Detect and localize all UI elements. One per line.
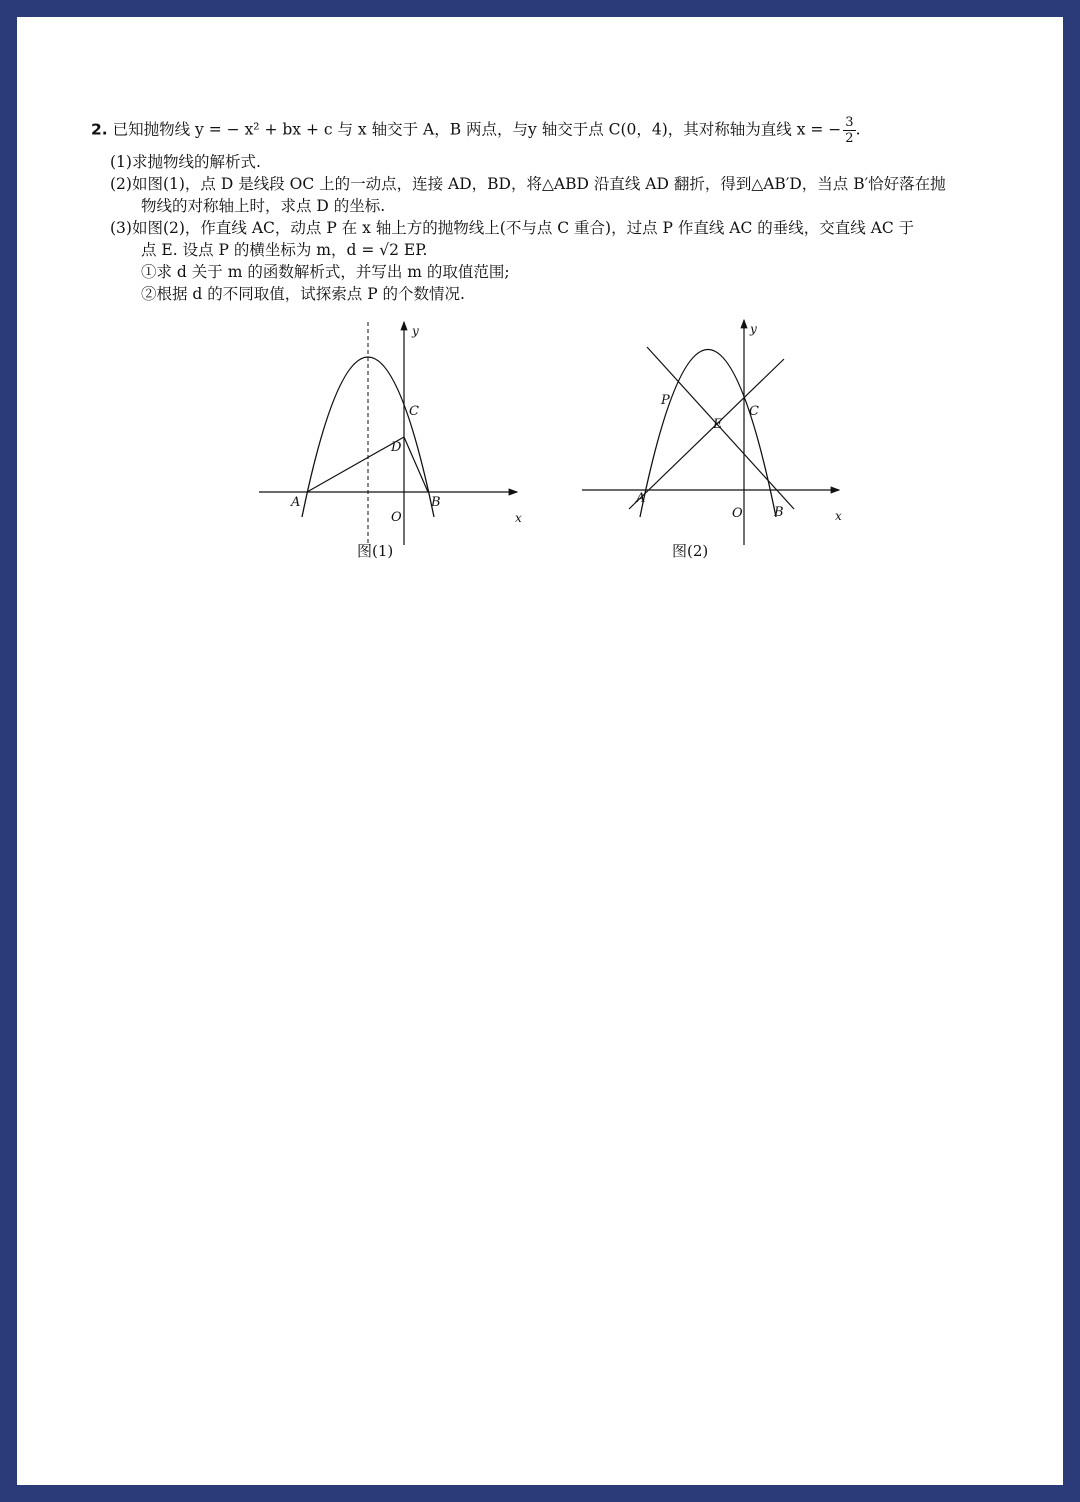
problem-number: 2.	[91, 120, 108, 139]
worksheet-page	[17, 17, 1063, 1485]
label-C: C	[409, 404, 419, 419]
figure-2-caption: 图(2)	[672, 542, 709, 560]
label-C: C	[749, 404, 759, 419]
part-2-line-1: (2)如图(1)，点 D 是线段 OC 上的一动点，连接 AD，BD，将△ABD 沿直线 AD 翻折，得到△AB′D，当点 B′恰好落在抛	[110, 175, 946, 193]
part-1: (1)求抛物线的解析式.	[110, 153, 261, 171]
problem-stem	[91, 115, 861, 146]
figure-1-caption: 图(1)	[357, 542, 394, 560]
stem-fraction	[843, 115, 855, 146]
figure-1	[247, 307, 547, 567]
label-D: D	[391, 440, 402, 455]
label-P: P	[661, 393, 670, 408]
part-3-line-1: (3)如图(2)，作直线 AC，动点 P 在 x 轴上方的抛物线上(不与点 C 重合)，过点 P 作直线 AC 的垂线，交直线 AC 于	[110, 219, 915, 237]
line-AC	[629, 359, 784, 509]
label-B: B	[774, 505, 784, 520]
label-B: B	[431, 495, 441, 510]
label-y: y	[412, 324, 419, 338]
part-3-line-2: 点 E. 设点 P 的横坐标为 m，d = √2 EP.	[141, 241, 428, 259]
figure-2	[577, 307, 867, 567]
part-3-sub-2: ②根据 d 的不同取值，试探索点 P 的个数情况.	[141, 285, 465, 303]
label-x: x	[515, 511, 522, 525]
label-x: x	[835, 509, 842, 523]
label-A: A	[636, 491, 646, 506]
segment-AD	[307, 437, 404, 492]
part-3-sub-1: ①求 d 关于 m 的函数解析式，并写出 m 的取值范围;	[141, 263, 510, 281]
fraction-numerator: 3	[845, 115, 854, 130]
segment-DB	[404, 437, 428, 492]
fraction-denominator: 2	[845, 131, 854, 146]
label-O: O	[391, 510, 402, 525]
stem-suffix: .	[855, 120, 861, 139]
label-E: E	[713, 417, 723, 432]
label-y: y	[750, 322, 757, 336]
label-O: O	[732, 506, 743, 521]
part-2-line-2: 物线的对称轴上时，求点 D 的坐标.	[141, 197, 386, 215]
stem-text: 已知抛物线 y = − x² + bx + c 与 x 轴交于 A，B 两点，与y 轴交于点 C(0，4)，其对称轴为直线 x = −	[112, 120, 842, 139]
label-A: A	[291, 495, 301, 510]
